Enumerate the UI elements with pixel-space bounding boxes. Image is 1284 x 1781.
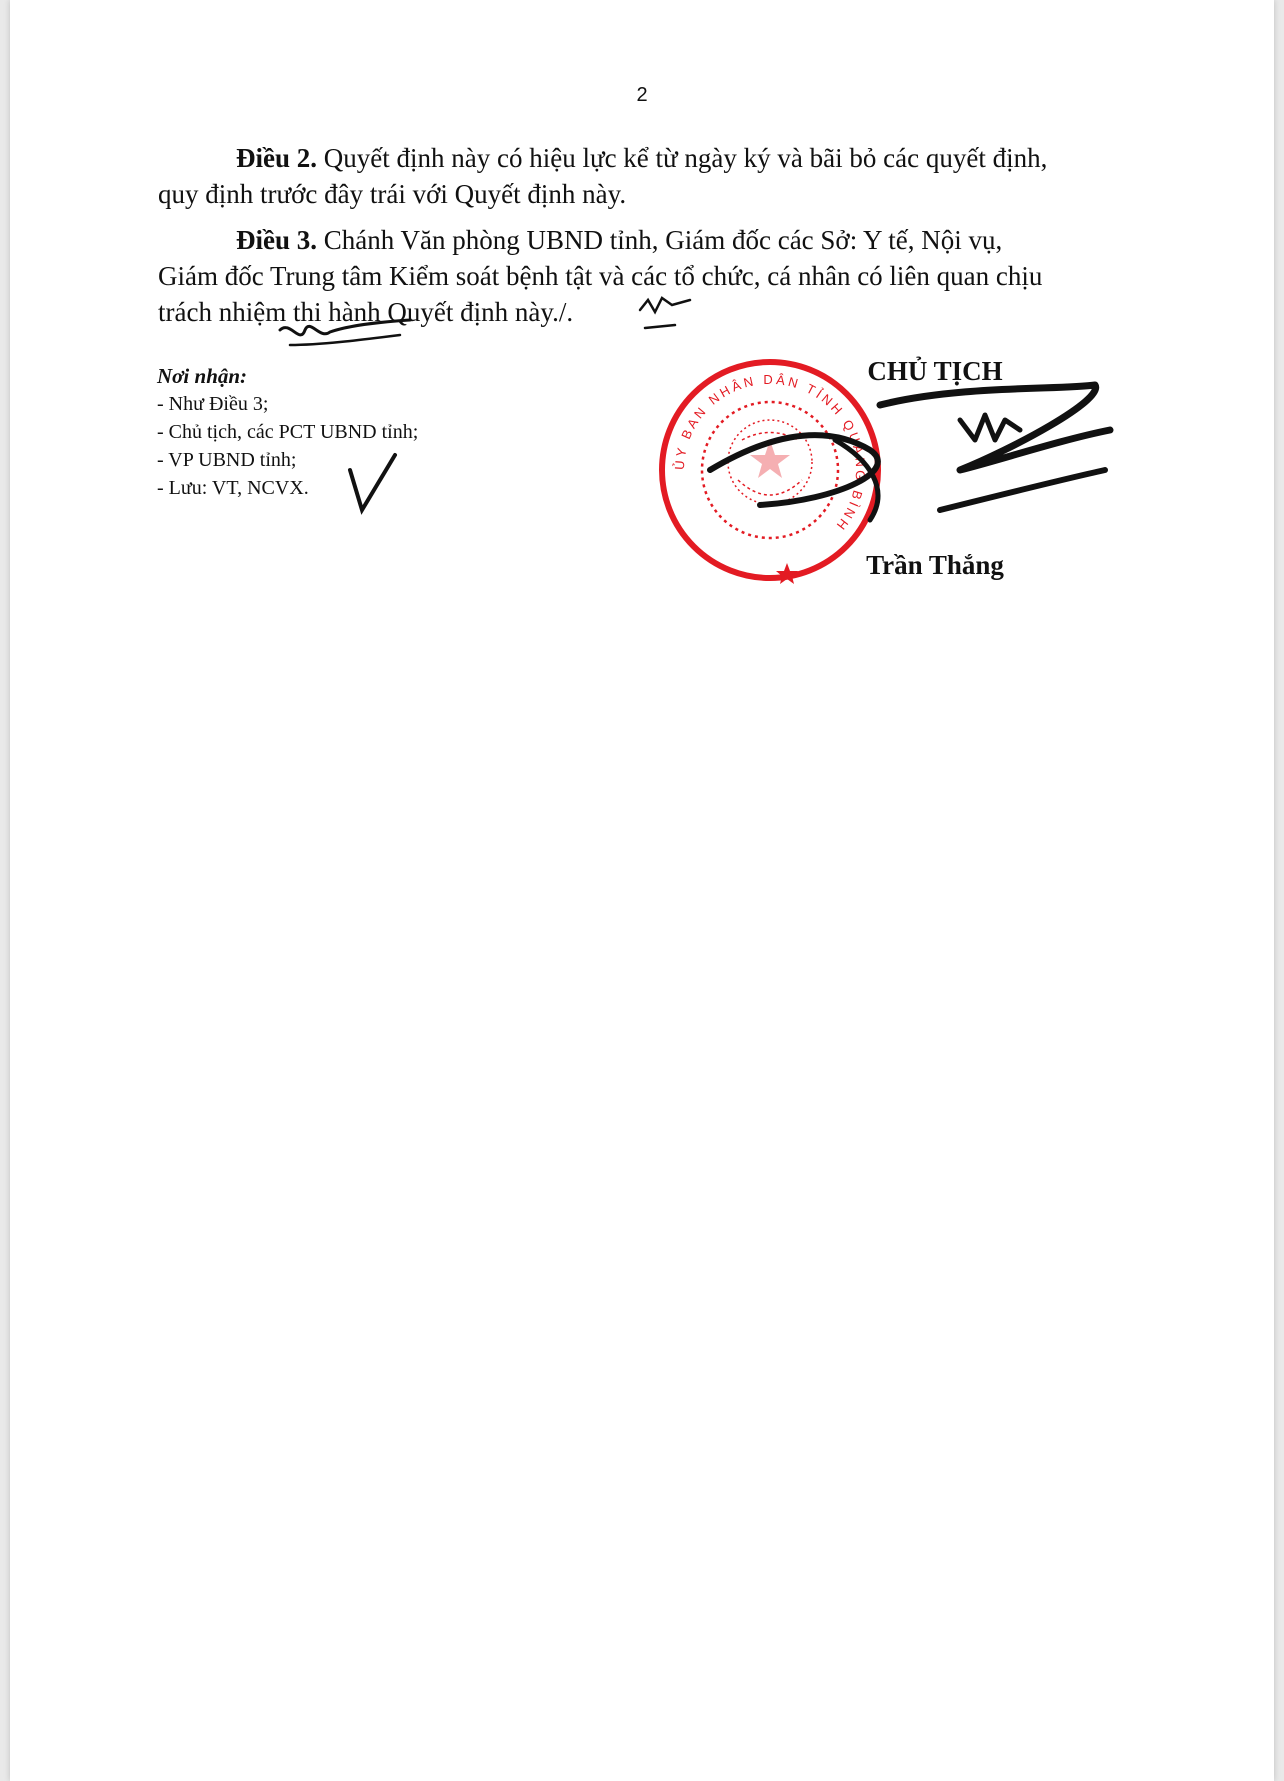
- initials-marks: [280, 298, 690, 510]
- recipients-heading: Nơi nhận:: [157, 364, 248, 388]
- recipient-item: - VP UBND tỉnh;: [157, 449, 297, 471]
- article-3-label: Điều 3.: [236, 225, 317, 255]
- article-3-text-1: Chánh Văn phòng UBND tỉnh, Giám đốc các Sở: Y tế, Nội vụ,: [317, 225, 1003, 255]
- article-3-line-2: Giám đốc Trung tâm Kiểm soát bệnh tật và các tổ chức, cá nhân có liên quan chịu: [158, 261, 1043, 291]
- recipient-item: - Như Điều 3;: [157, 393, 269, 415]
- national-emblem-icon: [728, 420, 812, 504]
- page-number: 2: [636, 84, 648, 106]
- article-2-label: Điều 2.: [236, 143, 317, 173]
- signer-name: Trần Thắng: [866, 550, 1004, 580]
- seal-inner-ring: [702, 402, 838, 538]
- article-2-line-2: quy định trước đây trái với Quyết định này.: [158, 179, 627, 209]
- recipient-item: - Lưu: VT, NCVX.: [157, 477, 309, 499]
- article-3-line-3: trách nhiệm thi hành Quyết định này./.: [158, 297, 574, 327]
- article-2-text-1: Quyết định này có hiệu lực kể từ ngày ký và bãi bỏ các quyết định,: [317, 143, 1048, 173]
- official-seal: [662, 362, 878, 584]
- seal-ring-text: ỦY BAN NHÂN DÂN TỈNH QUẢNG BÌNH: [671, 371, 869, 535]
- seal-outer-ring: [662, 362, 878, 578]
- seal-star-icon: [776, 563, 798, 584]
- signer-title: CHỦ TỊCH: [867, 356, 1003, 386]
- recipient-item: - Chủ tịch, các PCT UBND tỉnh;: [157, 421, 419, 443]
